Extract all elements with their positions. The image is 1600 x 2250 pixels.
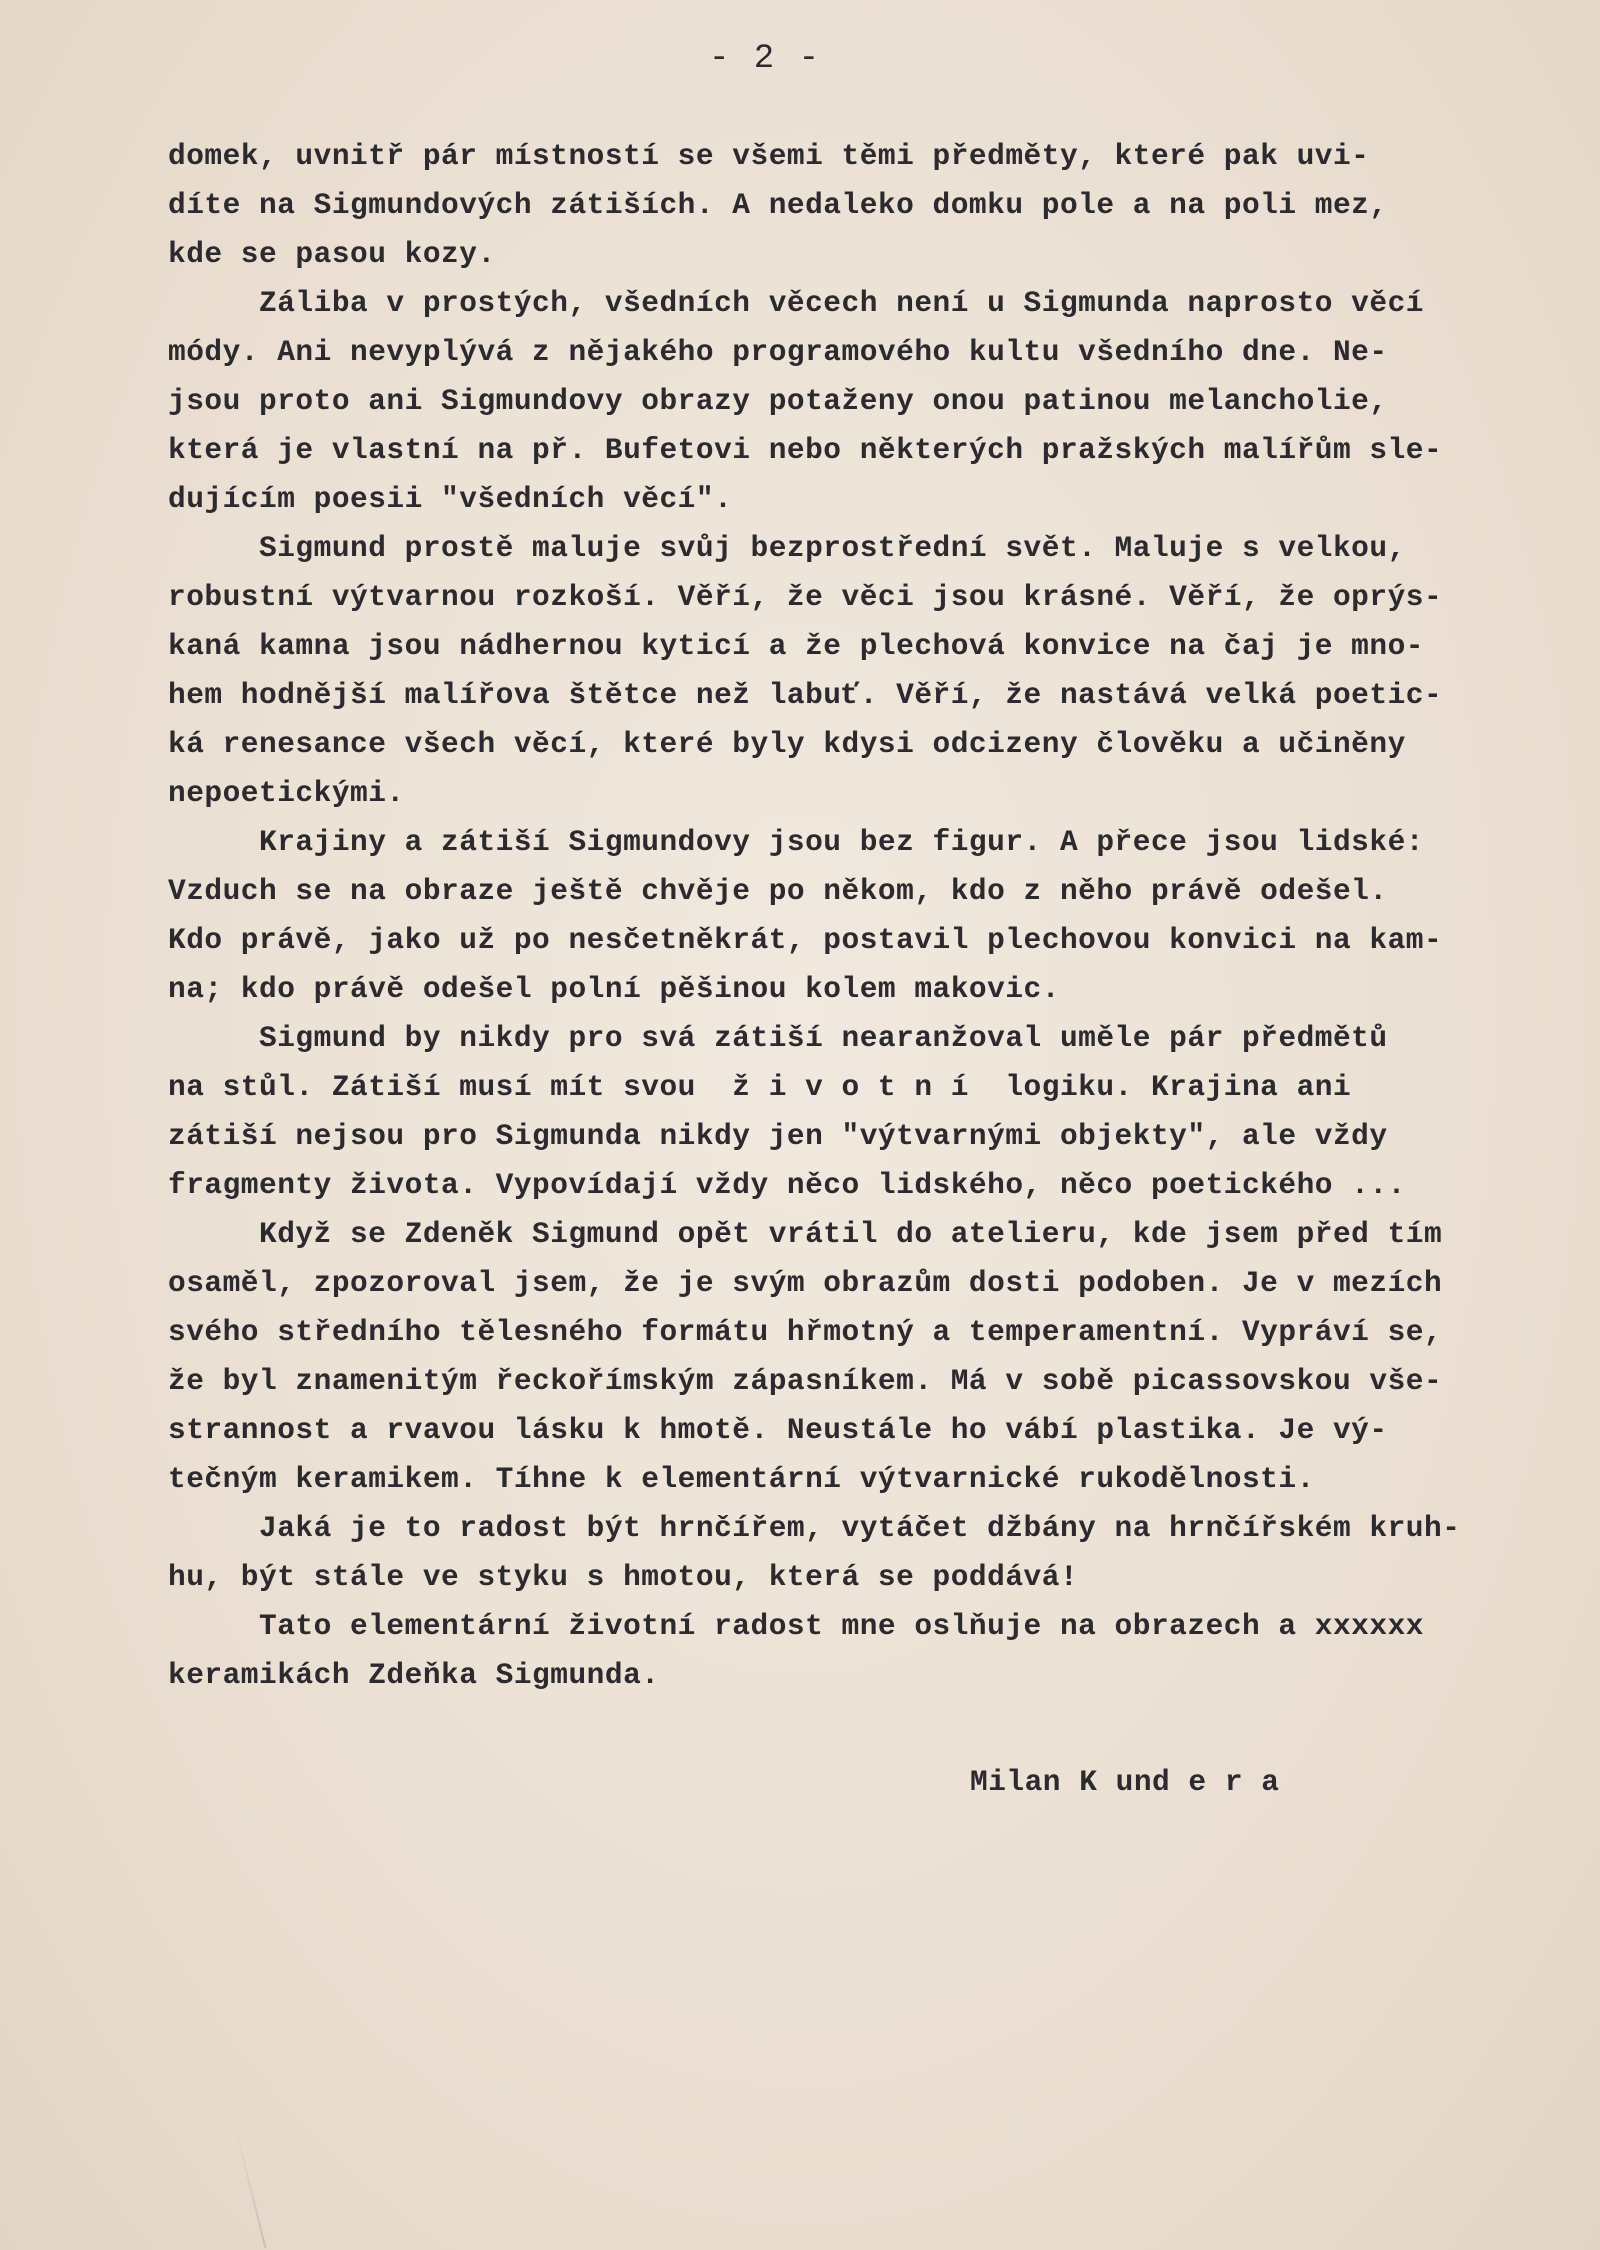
- text-line: strannost a rvavou lásku k hmotě. Neustále ho vábí plastika. Je vý-: [168, 1413, 1388, 1447]
- text-line: jsou proto ani Sigmundovy obrazy potaženy onou patinou melancholie,: [168, 384, 1388, 418]
- text-line: na; kdo právě odešel polní pěšinou kolem makovic.: [168, 972, 1060, 1006]
- text-line: Jaká je to radost být hrnčířem, vytáčet džbány na hrnčířském kruh-: [168, 1511, 1461, 1545]
- text-line: dujícím poesii "všedních věcí".: [168, 482, 733, 516]
- text-line: keramikách Zdeňka Sigmunda.: [168, 1658, 660, 1692]
- text-line: díte na Sigmundových zátiších. A nedaleko domku pole a na poli mez,: [168, 188, 1388, 222]
- text-line: robustní výtvarnou rozkoší. Věří, že věci jsou krásné. Věří, že oprýs-: [168, 580, 1443, 614]
- text-line: Vzduch se na obraze ještě chvěje po někom, kdo z něho právě odešel.: [168, 874, 1388, 908]
- page-number: - 2 -: [708, 40, 822, 78]
- text-line: hu, být stále ve styku s hmotou, která se poddává!: [168, 1560, 1079, 1594]
- author-signature: Milan K und e r a: [970, 1765, 1280, 1799]
- text-line: módy. Ani nevyplývá z nějakého programového kultu všedního dne. Ne-: [168, 335, 1388, 369]
- body-text: [168, 132, 1588, 1700]
- text-line: tečným keramikem. Tíhne k elementární výtvarnické rukodělnosti.: [168, 1462, 1315, 1496]
- text-line: kaná kamna jsou nádhernou kyticí a že plechová konvice na čaj je mno-: [168, 629, 1424, 663]
- text-line: Sigmund by nikdy pro svá zátiší nearanžoval uměle pár předmětů: [168, 1021, 1388, 1055]
- text-line: Kdo právě, jako už po nesčetněkrát, postavil plechovou konvici na kam-: [168, 923, 1443, 957]
- text-line: svého středního tělesného formátu hřmotný a temperamentní. Vypráví se,: [168, 1315, 1443, 1349]
- text-line: osaměl, zpozoroval jsem, že je svým obrazům dosti podoben. Je v mezích: [168, 1266, 1443, 1300]
- text-line: Záliba v prostých, všedních věcech není u Sigmunda naprosto věcí: [168, 286, 1424, 320]
- text-line: že byl znamenitým řeckořímským zápasníkem. Má v sobě picassovskou vše-: [168, 1364, 1443, 1398]
- text-line: hem hodnější malířova štětce než labuť. Věří, že nastává velká poetic-: [168, 678, 1443, 712]
- text-line: na stůl. Zátiší musí mít svou ž i v o t n í logiku. Krajina ani: [168, 1070, 1352, 1104]
- text-line: zátiší nejsou pro Sigmunda nikdy jen "výtvarnými objekty", ale vždy: [168, 1119, 1388, 1153]
- text-line: Tato elementární životní radost mne oslňuje na obrazech a xxxxxx: [168, 1609, 1424, 1643]
- text-line: Když se Zdeněk Sigmund opět vrátil do atelieru, kde jsem před tím: [168, 1217, 1443, 1251]
- text-line: kde se pasou kozy.: [168, 237, 496, 271]
- text-line: domek, uvnitř pár místností se všemi těmi předměty, které pak uvi-: [168, 139, 1370, 173]
- text-line: nepoetickými.: [168, 776, 405, 810]
- text-line: Sigmund prostě maluje svůj bezprostřední svět. Maluje s velkou,: [168, 531, 1406, 565]
- text-line: fragmenty života. Vypovídají vždy něco lidského, něco poetického ...: [168, 1168, 1406, 1202]
- text-line: Krajiny a zátiší Sigmundovy jsou bez figur. A přece jsou lidské:: [168, 825, 1424, 859]
- text-line: která je vlastní na př. Bufetovi nebo některých pražských malířům sle-: [168, 433, 1443, 467]
- text-line: ká renesance všech věcí, které byly kdysi odcizeny člověku a učiněny: [168, 727, 1406, 761]
- paper-crease: [236, 2132, 267, 2249]
